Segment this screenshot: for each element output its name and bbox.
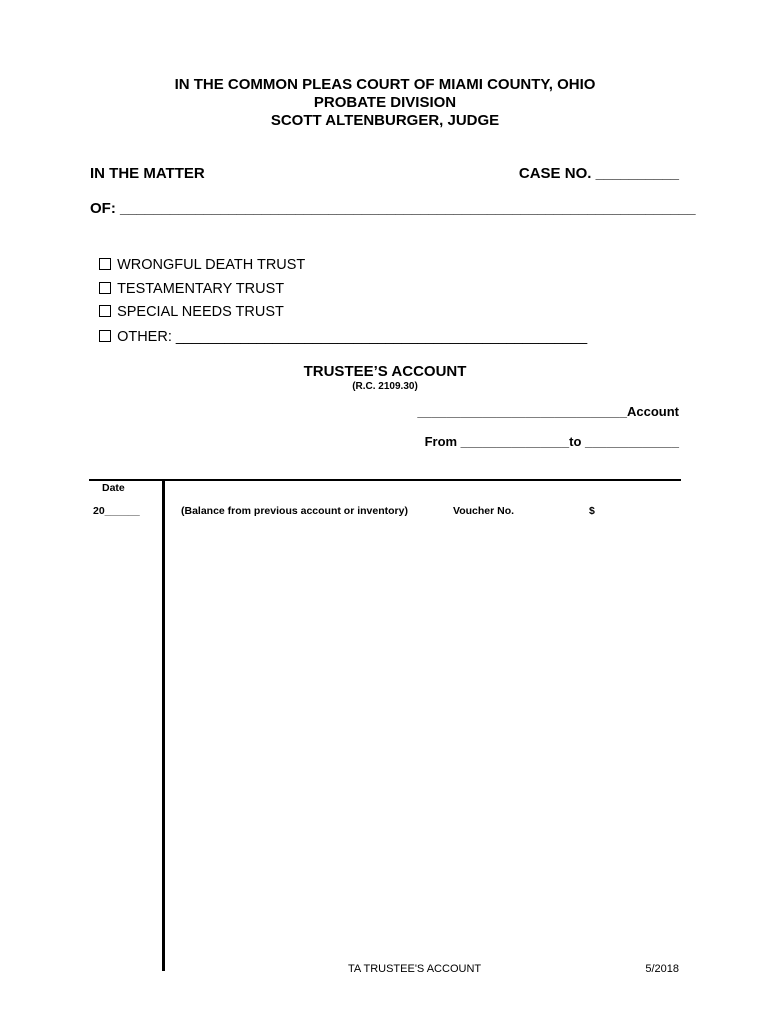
statute-reference: (R.C. 2109.30) (352, 381, 418, 392)
checkbox-label: WRONGFUL DEATH TRUST (117, 257, 306, 273)
account-name-field[interactable]: _____________________________Account (417, 404, 679, 419)
checkbox-label: TESTAMENTARY TRUST (117, 281, 285, 297)
judge-heading: SCOTT ALTENBURGER, JUDGE (270, 112, 500, 129)
voucher-column-header: Voucher No. (453, 505, 515, 517)
form-title: TRUSTEE’S ACCOUNT (303, 363, 467, 380)
checkbox-other[interactable] (91, 313, 587, 345)
table-top-rule (89, 479, 681, 481)
checkbox-label: OTHER: ___________________________________________________ (117, 329, 588, 345)
checkbox-box[interactable] (99, 330, 111, 342)
account-period-field[interactable]: From _______________to _____________ (424, 434, 679, 449)
court-name-heading: IN THE COMMON PLEAS COURT OF MIAMI COUNTY, OHIO (174, 76, 596, 93)
year-field[interactable]: 20______ (93, 505, 140, 517)
footer-revision-date: 5/2018 (645, 963, 679, 975)
division-heading: PROBATE DIVISION (313, 94, 457, 111)
in-the-matter-label: IN THE MATTER (90, 165, 205, 182)
date-column-header: Date (102, 482, 125, 494)
case-number-field[interactable]: CASE NO. __________ (518, 165, 679, 182)
checkbox-label: SPECIAL NEEDS TRUST (117, 304, 284, 320)
balance-description: (Balance from previous account or inventory) (181, 505, 408, 517)
footer-form-name: TA TRUSTEE'S ACCOUNT (348, 963, 482, 975)
of-field[interactable]: OF: _____________________________________________________________________ (90, 200, 696, 217)
table-date-column-rule (162, 481, 165, 971)
amount-currency-symbol: $ (589, 505, 595, 517)
